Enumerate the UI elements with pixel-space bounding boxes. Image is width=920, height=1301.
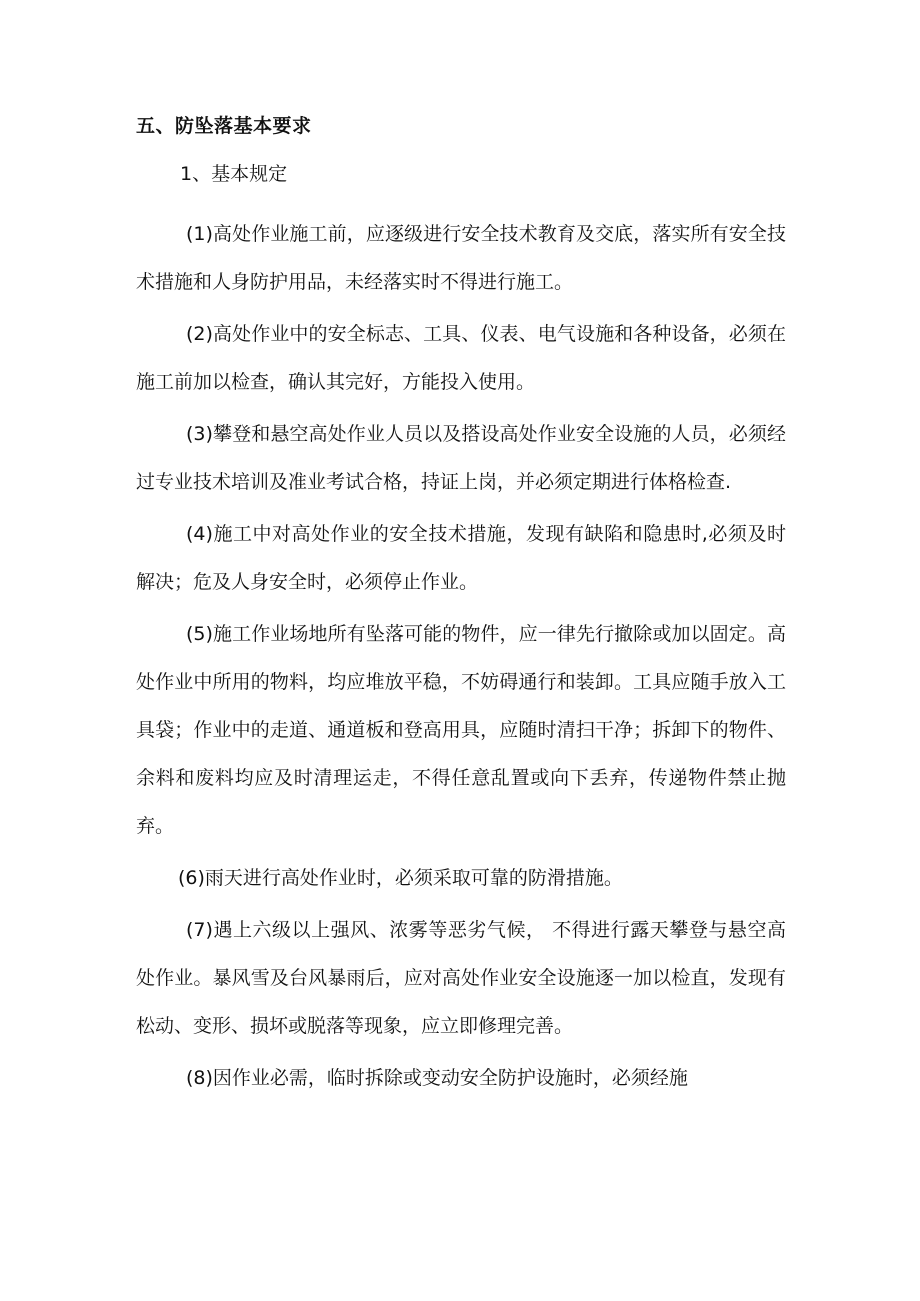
subsection-title: 1、基本规定: [180, 163, 288, 185]
paragraph-1: (1)高处作业施工前，应逐级进行安全技术教育及交底，落实所有安全技术措施和人身防护用品，未经落实时不得进行施工。: [136, 223, 786, 293]
paragraph-7: (7)遇上六级以上强风、浓雾等恶劣气候， 不得进行露天攀登与悬空高处作业。暴风雪及台风暴雨后，应对高处作业安全设施逐一加以检直，发现有松动、变形、损坏或脱落等现象，应立即修理完善。: [136, 919, 786, 1037]
paragraph-8: (8)因作业必需，临时拆除或变动安全防护设施时，必须经施: [186, 1067, 688, 1089]
paragraph-2: (2)高处作业中的安全标志、工具、仪表、电气设施和各种设备，必须在施工前加以检查，确认其完好，方能投入使用。: [136, 323, 786, 393]
document-body: [136, 112, 786, 1106]
paragraph-4: (4)施工中对高处作业的安全技术措施，发现有缺陷和隐患时,必须及时解决；危及人身安全时，必须停止作业。: [136, 523, 786, 593]
paragraph-6: (6)雨天进行高处作业时，必须采取可靠的防滑措施。: [178, 867, 623, 889]
paragraph-3: (3)攀登和悬空高处作业人员以及搭设高处作业安全设施的人员，必须经过专业技术培训及准业考试合格，持证上岗，并必须定期进行体格检查.: [136, 423, 786, 493]
section-title: 五、防坠落基本要求: [136, 115, 312, 137]
paragraph-5: (5)施工作业场地所有坠落可能的物件，应一律先行撤除或加以固定。高处作业中所用的物料，均应堆放平稳，不妨碍通行和装卸。工具应随手放入工具袋；作业中的走道、通道板和登高用具，应随时清扫干净；拆卸下的物件、余料和废料均应及时清理运走，不得任意乱置或向下丢弃，传递物件禁止抛弃。: [136, 623, 786, 837]
